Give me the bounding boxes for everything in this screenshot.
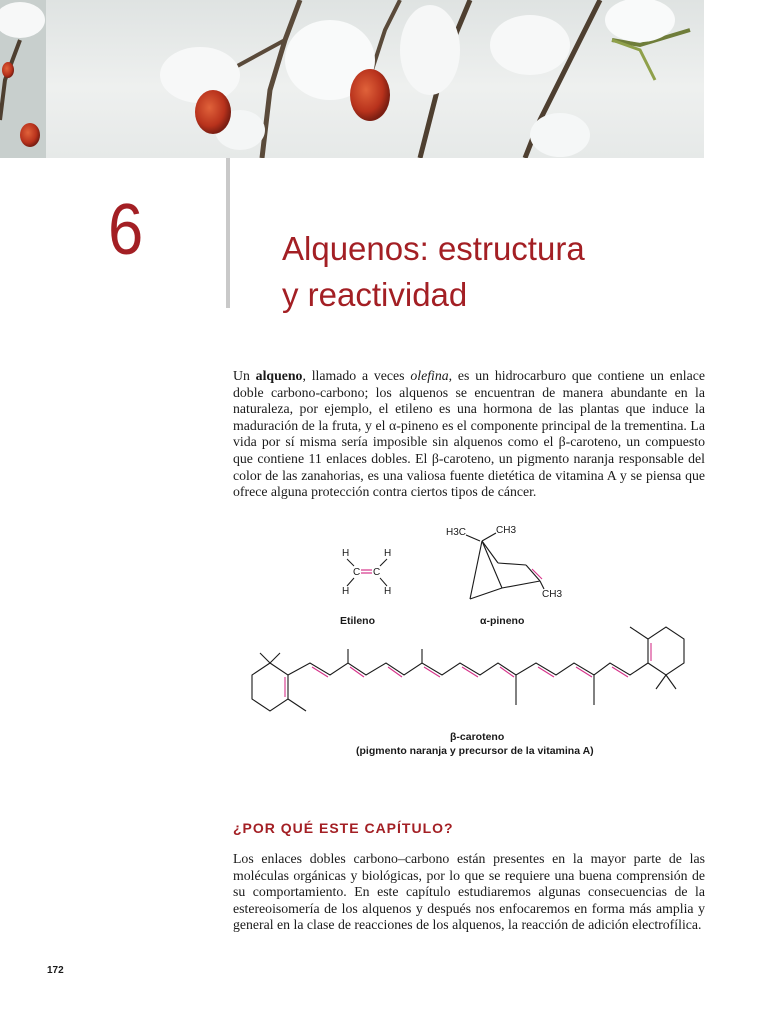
intro-term-alqueno: alqueno bbox=[255, 368, 303, 383]
ethylene-c2: C bbox=[373, 567, 381, 578]
chapter-divider bbox=[226, 158, 230, 308]
beta-carotene-structure bbox=[252, 627, 684, 711]
chapter-title-line2: y reactividad bbox=[282, 276, 468, 313]
molecule-figure bbox=[230, 515, 700, 757]
chapter-banner-photo bbox=[0, 0, 704, 158]
intro-paragraph bbox=[233, 368, 705, 501]
chapter-title bbox=[282, 226, 722, 318]
snowy-branches-illustration bbox=[0, 0, 704, 158]
chapter-number: 6 bbox=[108, 190, 144, 270]
intro-text-c: , es un hidrocarburo que contiene un enlace doble carbono-carbono; los alquenos se encuentran de manera abundante en la naturaleza, por ejemplo, el etileno es una hormona de las plantas que induce la maduración de la fruta, y el α-pineno es el componente principal de la trementina. La vida por sí misma sería imposible sin alquenos como el β-caroteno, un compuesto que contiene 11 enlaces dobles. El β-caroteno, un pigmento naranja responsable del color de las zanahorias, es una valiosa fuente dietética de vitamina A y se piensa que ofrece alguna protección contra ciertos tipos de cáncer. bbox=[233, 368, 705, 500]
beta-carotene-caption: (pigmento naranja y precursor de la vitamina A) bbox=[356, 745, 594, 757]
ethylene-h3: H bbox=[342, 586, 350, 597]
ethylene-label: Etileno bbox=[340, 615, 376, 627]
intro-term-olefina: olefina bbox=[410, 368, 449, 383]
ethylene-structure bbox=[342, 548, 391, 597]
pinene-ch3-right: CH3 bbox=[542, 589, 563, 600]
molecule-structures bbox=[230, 515, 700, 725]
section-heading: ¿POR QUÉ ESTE CAPÍTULO? bbox=[233, 820, 454, 836]
ethylene-h2: H bbox=[384, 548, 392, 559]
page-number: 172 bbox=[47, 965, 64, 976]
intro-text-a: Un bbox=[233, 368, 256, 383]
pinene-h3c: H3C bbox=[446, 527, 467, 538]
intro-text-b: , llamado a veces bbox=[302, 368, 411, 383]
beta-carotene-label: β-caroteno bbox=[450, 731, 505, 743]
chapter-title-line1: Alquenos: estructura bbox=[282, 230, 585, 267]
ethylene-h1: H bbox=[342, 548, 350, 559]
ethylene-c1: C bbox=[353, 567, 361, 578]
section-paragraph: Los enlaces dobles carbono–carbono están presentes en la mayor parte de las moléculas orgánicas y biológicas, por lo que se requiere una buena comprensión de su comportamiento. En este capítulo estudiaremos algunas consecuencias de la estereoisomería de los alquenos y después nos enfocaremos en forma más amplia y general en la clase de reacciones de los alquenos, la reacción de adición electrofílica. bbox=[233, 851, 705, 933]
ethylene-h4: H bbox=[384, 586, 392, 597]
alpha-pinene-label: α-pineno bbox=[480, 615, 525, 627]
alpha-pinene-structure bbox=[466, 533, 544, 599]
pinene-ch3-top: CH3 bbox=[496, 525, 517, 536]
